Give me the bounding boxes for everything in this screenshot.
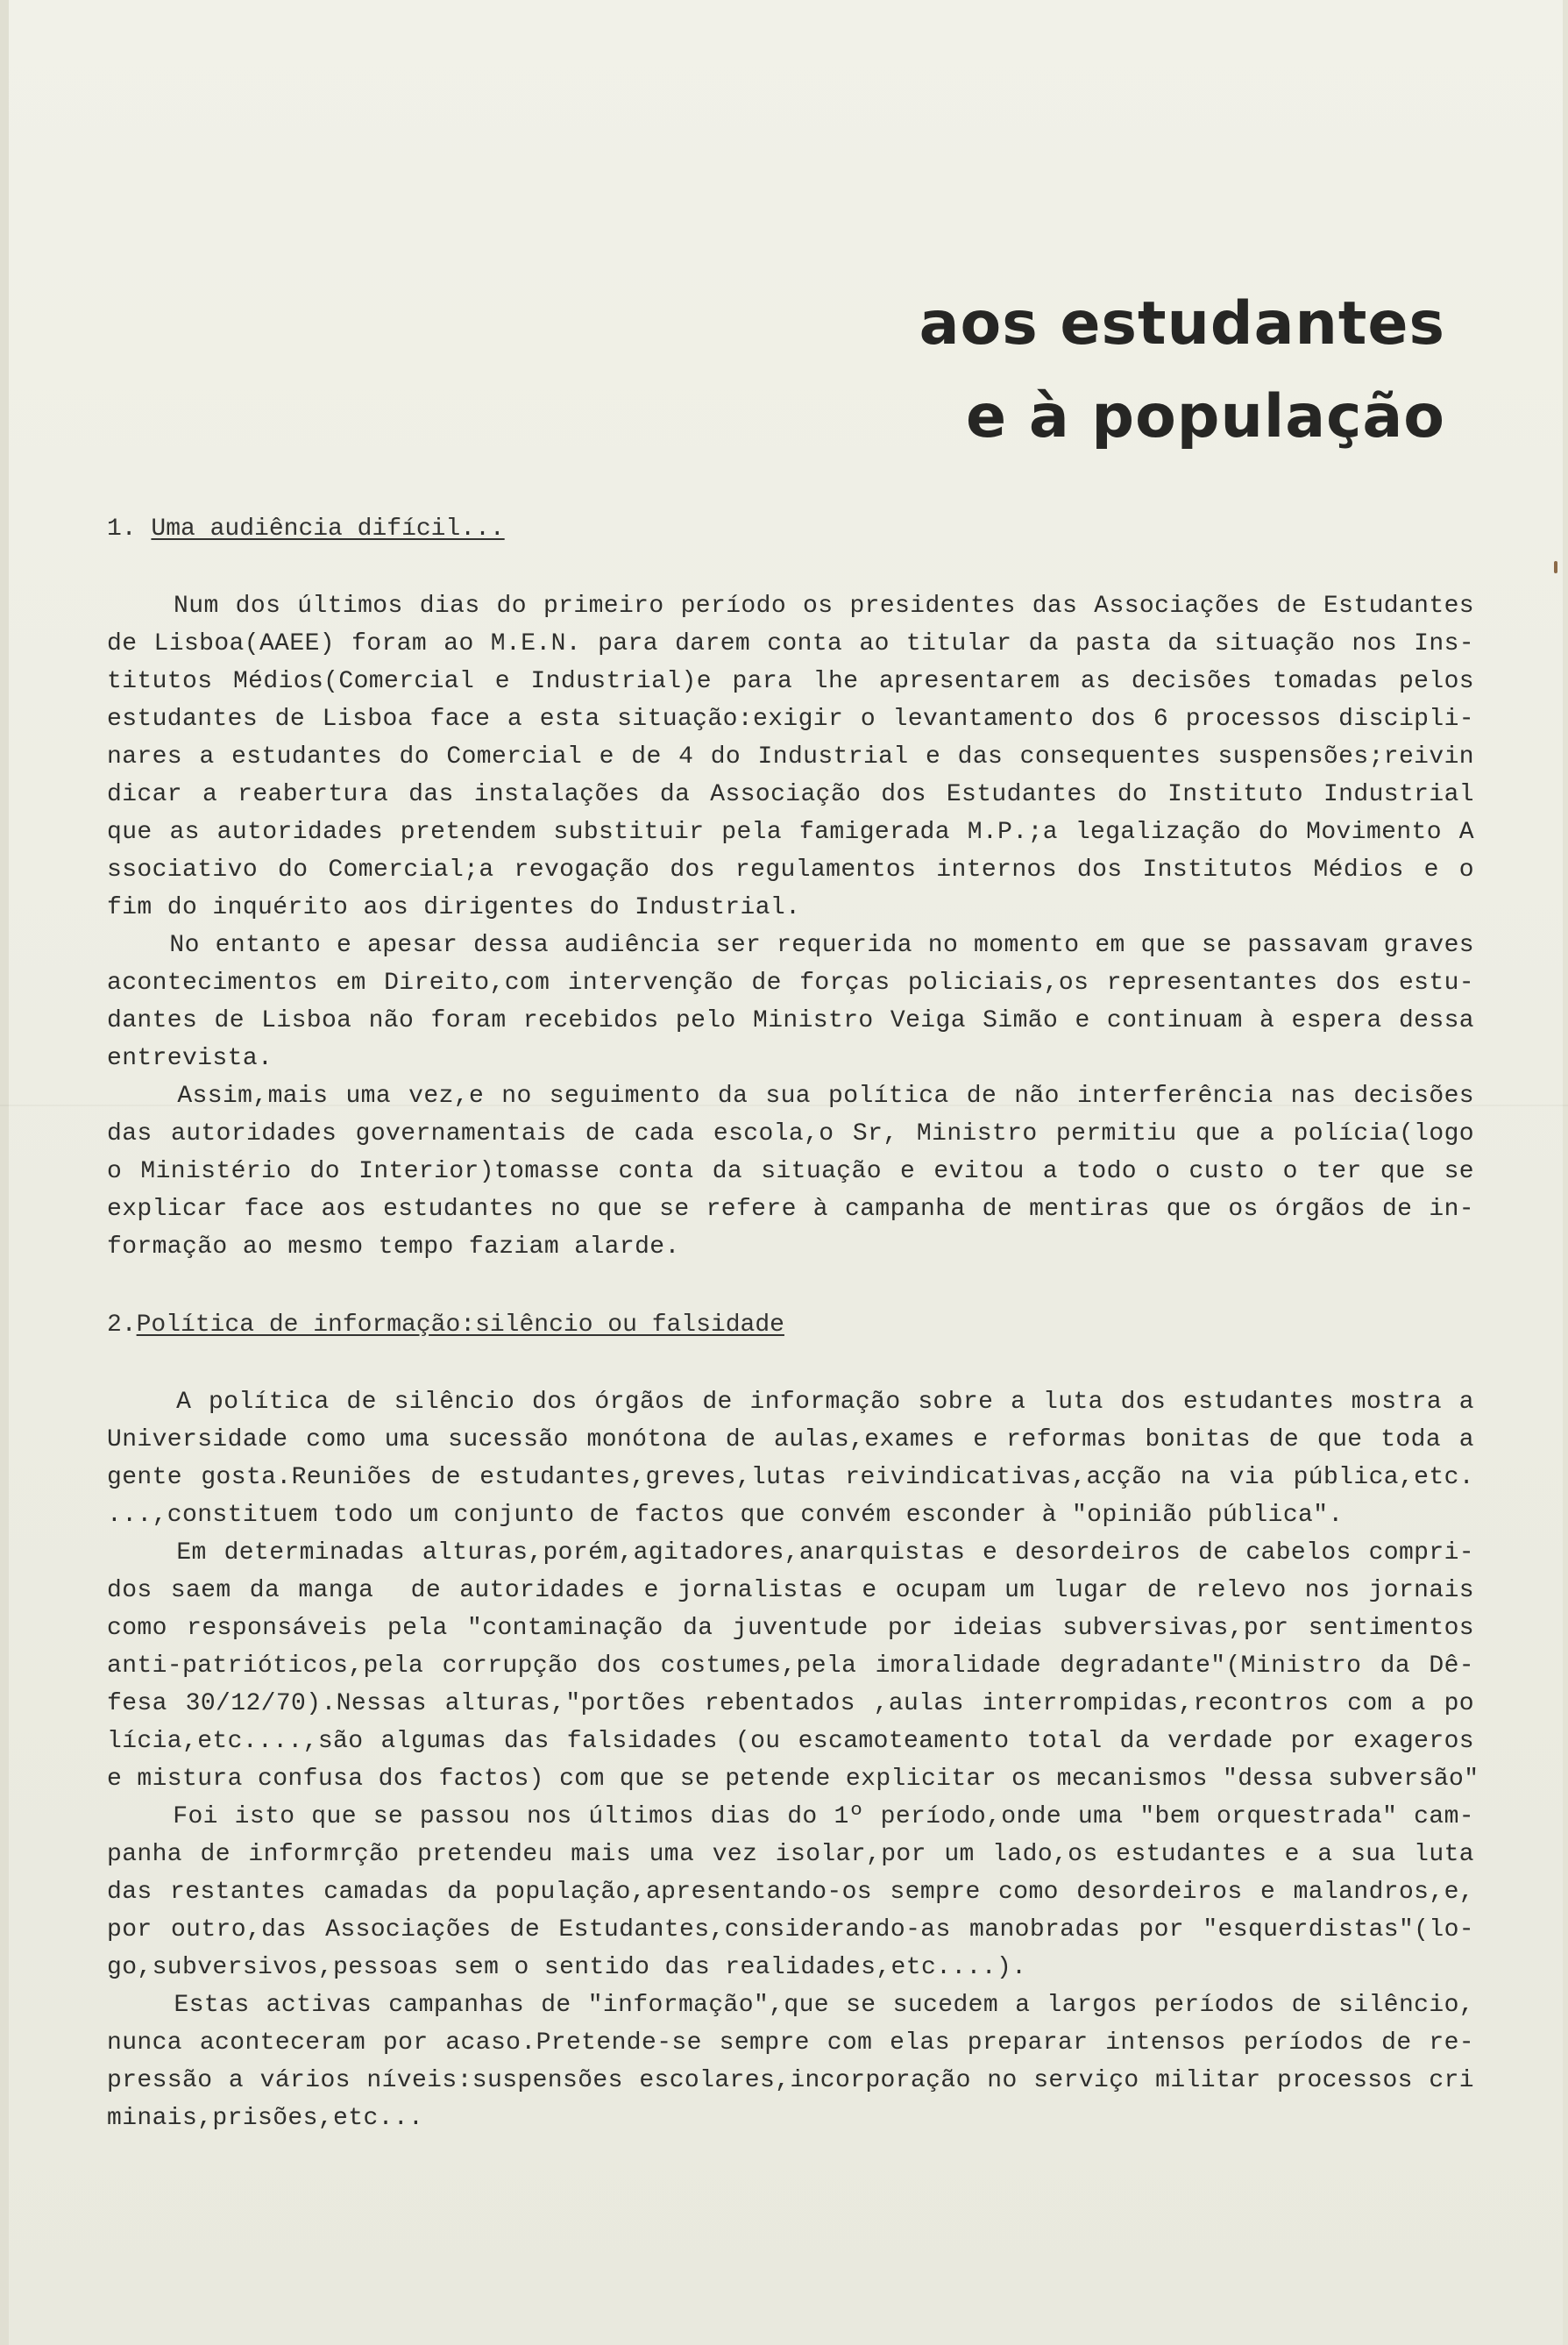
text-line: dantes de Lisboa não foram recebidos pelo Ministro Veiga Simão e continuam à espera dessa xyxy=(107,1007,1474,1034)
paper-edge-left xyxy=(0,0,9,2345)
text-line: panha de informrção pretendeu mais uma vez isolar,por um lado,os estudantes e a sua luta xyxy=(107,1841,1474,1868)
text-line: Estas activas campanhas de "informação",que se sucedem a largos períodos de silêncio, xyxy=(107,1992,1474,2019)
text-line: nares a estudantes do Comercial e de 4 do Industrial e das consequentes suspensões;reivin xyxy=(107,743,1474,771)
section-1-heading xyxy=(107,515,505,543)
section-2-heading xyxy=(107,1311,784,1339)
text-line: das restantes camadas da população,apresentando-os sempre como desordeiros e malandros,e, xyxy=(107,1879,1474,1906)
text-line: de Lisboa(AAEE) foram ao M.E.N. para darem conta ao titular da pasta da situação nos Ins- xyxy=(107,630,1474,657)
text-line: acontecimentos em Direito,com intervenção de forças policiais,os representantes dos estu- xyxy=(107,970,1474,997)
section-1-title: Uma audiência difícil... xyxy=(151,515,505,543)
text-line: go,subversivos,pessoas sem o sentido das realidades,etc....). xyxy=(107,1954,1027,1981)
text-line: formação ao mesmo tempo faziam alarde. xyxy=(107,1233,680,1261)
text-line: fesa 30/12/70).Nessas alturas,"portões rebentados ,aulas interrompidas,recontros com a po xyxy=(107,1690,1474,1717)
text-line: Foi isto que se passou nos últimos dias do 1º período,onde uma "bem orquestrada" cam- xyxy=(107,1803,1474,1830)
text-line: nunca aconteceram por acaso.Pretende-se sempre com elas preparar intensos períodos de re- xyxy=(107,2029,1474,2057)
section-2-number: 2. xyxy=(107,1311,137,1339)
text-line: ssociativo do Comercial;a revogação dos regulamentos internos dos Institutos Médios e o xyxy=(107,856,1474,884)
text-line: Em determinadas alturas,porém,agitadores,anarquistas e desordeiros de cabelos compri- xyxy=(107,1539,1474,1567)
text-line: Assim,mais uma vez,e no seguimento da sua política de não interferência nas decisões xyxy=(107,1083,1474,1110)
text-line: ...,constituem todo um conjunto de factos que convém esconder à "opinião pública". xyxy=(107,1502,1344,1529)
paper-edge-right xyxy=(1563,0,1568,2345)
title-line-2: e à população xyxy=(966,382,1445,451)
text-line: como responsáveis pela "contaminação da juventude por ideias subversivas,por sentimentos xyxy=(107,1615,1474,1642)
text-line: das autoridades governamentais de cada escola,o Sr, Ministro permitiu que a polícia(logo xyxy=(107,1120,1474,1148)
text-line: pressão a vários níveis:suspensões escolares,incorporação no serviço militar processos cri xyxy=(107,2067,1474,2094)
title-line-1: aos estudantes xyxy=(919,289,1445,359)
text-line: explicar face aos estudantes no que se refere à campanha de mentiras que os órgãos de in- xyxy=(107,1196,1474,1223)
text-line: e mistura confusa dos factos) com que se petende explicitar os mecanismos "dessa subversão" xyxy=(107,1766,1479,1793)
text-line: titutos Médios(Comercial e Industrial)e para lhe apresentarem as decisões tomadas pelos xyxy=(107,668,1474,695)
text-line: minais,prisões,etc... xyxy=(107,2105,424,2132)
text-line: Num dos últimos dias do primeiro período os presidentes das Associações de Estudantes xyxy=(107,593,1474,620)
text-line: A política de silêncio dos órgãos de informação sobre a luta dos estudantes mostra a xyxy=(107,1389,1474,1416)
text-line: fim do inquérito aos dirigentes do Industrial. xyxy=(107,894,801,921)
text-line: anti-patrióticos,pela corrupção dos costumes,pela imoralidade degradante"(Ministro da Dê- xyxy=(107,1652,1474,1680)
section-2-body xyxy=(107,1383,1479,2137)
text-line: No entanto e apesar dessa audiência ser requerida no momento em que se passavam graves xyxy=(107,932,1474,959)
text-line: lícia,etc....,são algumas das falsidades (ou escamoteamento total da verdade por exageros xyxy=(107,1728,1474,1755)
section-1-body xyxy=(107,587,1474,1266)
text-line: Universidade como uma sucessão monótona de aulas,exames e reformas bonitas de que toda a xyxy=(107,1426,1474,1453)
section-2-title: Política de informação:silêncio ou falsidade xyxy=(136,1311,784,1339)
text-line: dicar a reabertura das instalações da Associação dos Estudantes do Instituto Industrial xyxy=(107,781,1474,808)
section-1-number: 1. xyxy=(107,515,152,543)
text-line: entrevista. xyxy=(107,1045,273,1072)
text-line: gente gosta.Reuniões de estudantes,greves,lutas reivindicativas,acção na via pública,etc. xyxy=(107,1464,1474,1491)
text-line: estudantes de Lisboa face a esta situação:exigir o levantamento dos 6 processos discipli- xyxy=(107,706,1474,733)
text-line: dos saem da manga de autoridades e jornalistas e ocupam um lugar de relevo nos jornais xyxy=(107,1577,1474,1604)
text-line: por outro,das Associações de Estudantes,considerando-as manobradas por "esquerdistas"(lo- xyxy=(107,1916,1474,1944)
text-line: que as autoridades pretendem substituir pela famigerada M.P.;a legalização do Movimento A xyxy=(107,819,1474,846)
text-line: o Ministério do Interior)tomasse conta da situação e evitou a todo o custo o ter que se xyxy=(107,1158,1474,1185)
paper-stain xyxy=(1554,561,1557,573)
